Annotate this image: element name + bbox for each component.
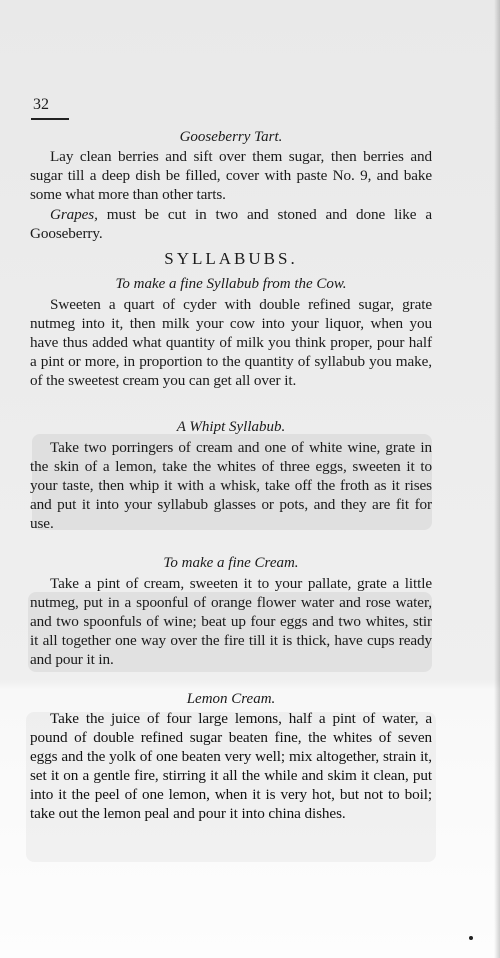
lemon-cream-text: Take the juice of four large lemons, half a pint of water, a pound of double refined sugar beaten fine, the whites of seven eggs and the yolk of one beaten very well; mix altogether, strain it, set it on a gentle fire, stirring it all the while and skim it clean, put into it the peel of one lemon, when it is very hot, but not to boil; take out the lemon peal and pour it into china dishes.	[30, 710, 432, 822]
grapes-lead-word: Grapes,	[50, 206, 98, 223]
ink-speck	[469, 936, 473, 940]
whipt-syllabub-heading: A Whipt Syllabub.	[176, 419, 286, 435]
whipt-syllabub-text: Take two porringers of cream and one of white wine, grate in the skin of a lemon, take the whites of three eggs, sweeten it to your taste, then whip it with a whisk, take off the froth as it rises and put it into your syllabub glasses or pots, and they are fit for use.	[30, 439, 432, 532]
lemon-cream-paragraph	[30, 709, 432, 823]
gooseberry-tart-heading: Gooseberry Tart.	[179, 129, 283, 145]
fine-cream-heading: To make a fine Cream.	[163, 555, 299, 571]
syllabub-cow-heading: To make a fine Syllabub from the Cow.	[115, 276, 347, 292]
syllabub-cow-text: Sweeten a quart of cyder with double refined sugar, grate nutmeg into it, then milk your cow into your liquor, when you have thus added what quantity of milk you think proper, pour half a pint or more, in proportion to the quantity of syllabub you make, of the sweetest cream you can get all over it.	[30, 296, 432, 389]
syllabub-cow-paragraph	[30, 295, 432, 390]
page-number: 32	[33, 96, 49, 113]
gooseberry-tart-text: Lay clean berries and sift over them sugar, then berries and sugar till a deep dish be filled, cover with paste No. 9, and bake some what more than other tarts.	[30, 148, 432, 203]
page-number-rule	[31, 118, 69, 120]
fine-cream-paragraph	[30, 574, 432, 669]
lemon-cream-heading: Lemon Cream.	[186, 691, 276, 707]
gooseberry-tart-paragraph	[30, 147, 432, 204]
whipt-syllabub-paragraph	[30, 438, 432, 533]
fine-cream-text: Take a pint of cream, sweeten it to your pallate, grate a little nutmeg, put in a spoonful of orange flower water and rose water, and two spoonfuls of wine; beat up four eggs and two whites, stir it all together one way over the fire till it is thick, have cups ready and pour it in.	[30, 575, 432, 668]
grapes-text: must be cut in two and stoned and done like a Gooseberry.	[30, 206, 432, 242]
section-heading-syllabubs: SYLLABUBS.	[164, 249, 298, 268]
grapes-paragraph	[30, 205, 432, 243]
page-spine-shadow	[494, 0, 500, 958]
